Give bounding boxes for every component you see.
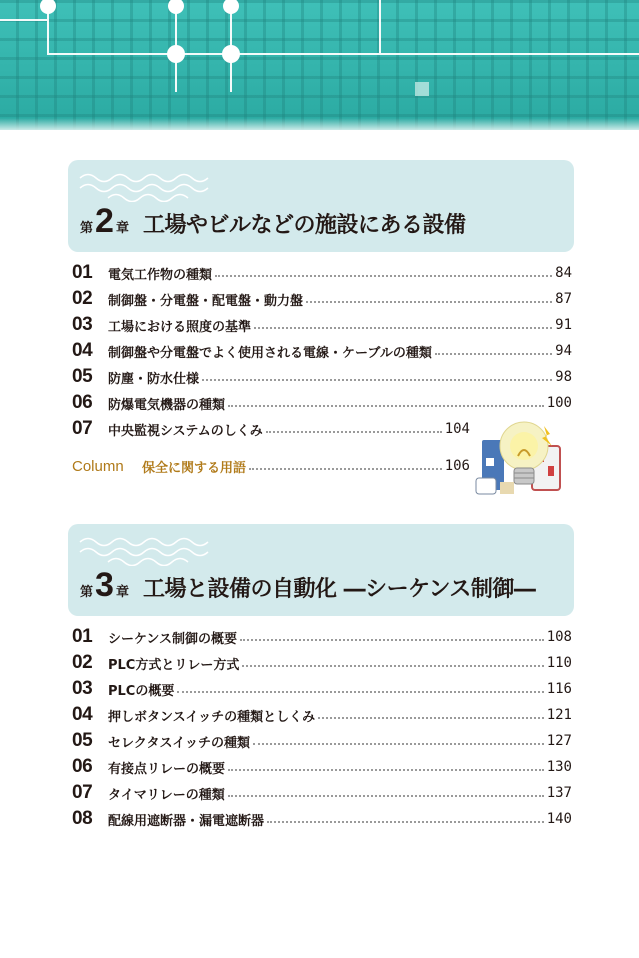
light-bulb-illustration (474, 418, 574, 498)
item-number: 04 (72, 340, 93, 361)
item-number: 06 (72, 756, 93, 777)
item-title: タイマリレーの種類 (108, 787, 225, 803)
leader-dots (228, 405, 544, 407)
item-page: 121 (546, 707, 572, 723)
chapter-number: 2 (95, 202, 114, 240)
chapter-3-title-row (80, 568, 535, 608)
item-page: 110 (546, 655, 572, 671)
item-page: 108 (546, 629, 572, 645)
chapter-3-toc (72, 626, 572, 836)
item-title: 制御盤・分電盤・配電盤・動力盤 (108, 293, 304, 309)
toc-item[interactable] (72, 262, 572, 284)
toc-item[interactable] (72, 288, 572, 310)
item-number: 06 (72, 392, 93, 413)
column-title: 保全に関する用語 (142, 460, 247, 476)
item-number: 07 (72, 782, 93, 803)
toc-column-item[interactable] (72, 455, 470, 477)
item-number: 01 (72, 262, 93, 283)
toc-item[interactable] (72, 652, 572, 674)
toc-item[interactable] (72, 314, 572, 336)
item-number: 02 (72, 288, 93, 309)
chapter-2-header (68, 160, 574, 252)
item-number: 08 (72, 808, 93, 829)
leader-dots (249, 468, 442, 470)
item-page: 100 (546, 395, 572, 411)
leader-dots (266, 431, 442, 433)
item-page: 98 (555, 369, 572, 385)
item-number: 07 (72, 418, 93, 439)
item-page: 91 (555, 317, 572, 333)
column-label: Column (72, 457, 124, 475)
toc-item[interactable] (72, 756, 572, 778)
item-number: 05 (72, 366, 93, 387)
chapter-title: 工場やビルなどの施設にある設備 (142, 213, 466, 238)
item-title: 中央監視システムのしくみ (108, 423, 263, 439)
leader-dots (253, 743, 544, 745)
leader-dots (242, 665, 543, 667)
item-number: 05 (72, 730, 93, 751)
item-page: 84 (555, 265, 572, 281)
leader-dots (435, 353, 552, 355)
chapter-suffix: 章 (115, 585, 129, 600)
chapter-number: 3 (95, 566, 114, 604)
chapter-prefix: 第 (80, 585, 94, 600)
toc-item[interactable] (72, 418, 470, 440)
item-title: 電気工作物の種類 (108, 267, 213, 283)
toc-item[interactable] (72, 340, 572, 362)
item-number: 03 (72, 314, 93, 335)
circuit-lines-decoration (0, 0, 639, 130)
item-page: 116 (546, 681, 572, 697)
item-title: 工場における照度の基準 (108, 319, 252, 335)
item-number: 04 (72, 704, 93, 725)
toc-item[interactable] (72, 626, 572, 648)
chapter-2-title-row (80, 204, 465, 244)
item-page: 137 (546, 785, 572, 801)
leader-dots (177, 691, 543, 693)
chapter-prefix: 第 (80, 221, 94, 236)
item-page: 94 (555, 343, 572, 359)
leader-dots (228, 769, 544, 771)
wave-decoration (78, 532, 218, 566)
item-title: PLC方式とリレー方式 (108, 657, 240, 673)
chapter-3-header (68, 524, 574, 616)
item-page: 104 (444, 421, 470, 437)
leader-dots (240, 639, 544, 641)
leader-dots (318, 717, 544, 719)
item-page: 87 (555, 291, 572, 307)
wave-decoration (78, 168, 218, 202)
toc-item[interactable] (72, 366, 572, 388)
item-title: セレクタスイッチの種類 (108, 735, 250, 751)
leader-dots (254, 327, 552, 329)
leader-dots (202, 379, 552, 381)
header-banner (0, 0, 639, 130)
item-title: 防爆電気機器の種類 (108, 397, 226, 413)
toc-item[interactable] (72, 808, 572, 830)
item-title: シーケンス制御の概要 (108, 631, 237, 647)
leader-dots (306, 301, 552, 303)
toc-item[interactable] (72, 782, 572, 804)
item-title: 防塵・防水仕様 (108, 371, 200, 387)
item-page: 140 (546, 811, 572, 827)
item-title: 押しボタンスイッチの種類としくみ (108, 709, 316, 725)
toc-item[interactable] (72, 678, 572, 700)
item-number: 01 (72, 626, 93, 647)
chapter-suffix: 章 (115, 221, 129, 236)
item-number: 03 (72, 678, 93, 699)
toc-item[interactable] (72, 392, 572, 414)
item-page: 127 (546, 733, 572, 749)
item-title: 制御盤や分電盤でよく使用される電線・ケーブルの種類 (108, 345, 432, 361)
leader-dots (228, 795, 544, 797)
toc-item[interactable] (72, 730, 572, 752)
item-title: PLCの概要 (108, 683, 175, 699)
leader-dots (215, 275, 552, 277)
item-title: 有接点リレーの概要 (108, 761, 226, 777)
item-number: 02 (72, 652, 93, 673)
item-page: 130 (546, 759, 572, 775)
column-page: 106 (444, 458, 470, 474)
chapter-title: 工場と設備の自動化 ―シーケンス制御― (142, 577, 536, 602)
item-title: 配線用遮断器・漏電遮断器 (108, 813, 265, 829)
toc-item[interactable] (72, 704, 572, 726)
leader-dots (267, 821, 544, 823)
